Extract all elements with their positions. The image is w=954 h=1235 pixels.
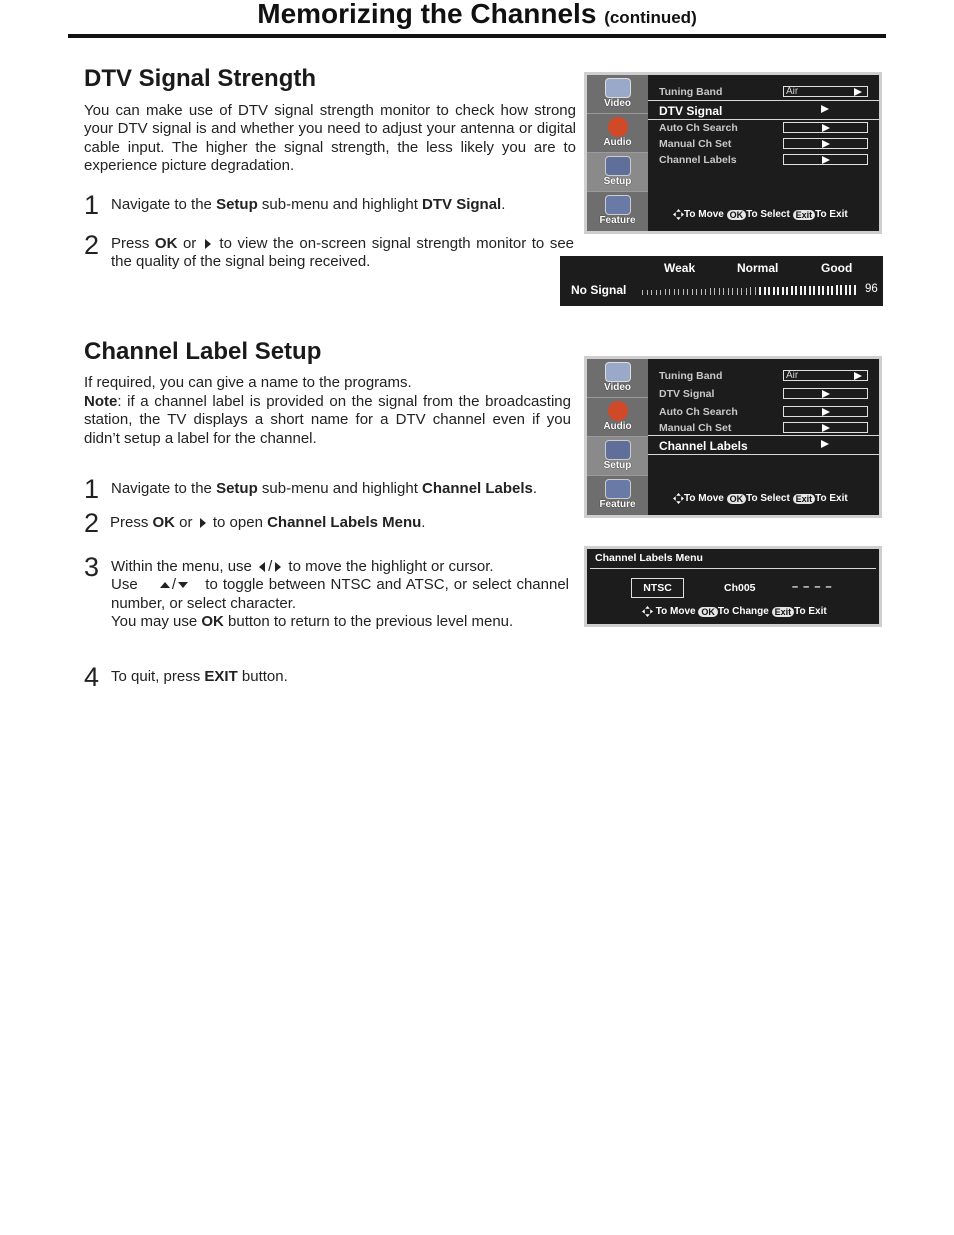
title-rule	[68, 34, 886, 38]
signal-status: No Signal	[571, 283, 627, 297]
text: button to return to the previous level menu.	[223, 612, 514, 630]
ok-key-icon: OK	[698, 607, 718, 617]
signal-tick	[719, 288, 720, 295]
value-box	[783, 406, 868, 417]
dtv-heading: DTV Signal Strength	[84, 65, 317, 92]
menu-row-dtv-signal[interactable]	[648, 386, 879, 402]
value-box	[783, 422, 868, 433]
signal-tick	[831, 286, 833, 295]
text: to open	[208, 514, 268, 531]
signal-tick	[665, 289, 666, 295]
text: Setup	[603, 176, 632, 187]
text: to toggle between NTSC and ATSC, or select channel number, or select character.	[111, 576, 569, 612]
signal-tick	[746, 288, 747, 295]
text: Note	[84, 393, 118, 410]
speaker-icon	[608, 401, 628, 421]
dtv-step1-number: 1	[84, 190, 100, 220]
text: Audio	[603, 421, 632, 432]
text: Channel Labels	[659, 439, 748, 453]
signal-tick	[840, 285, 842, 295]
text: Tuning Band	[659, 86, 723, 98]
value-box	[783, 122, 868, 133]
exit-key-icon: Exit	[793, 210, 816, 220]
right-arrow-icon	[854, 372, 862, 380]
value-box	[783, 138, 868, 149]
signal-label-good: Good	[821, 261, 853, 275]
signal-tick	[701, 289, 702, 295]
right-arrow-icon	[822, 124, 830, 132]
signal-tick	[822, 286, 824, 295]
signal-tick	[782, 287, 784, 295]
text: /	[171, 576, 177, 594]
signal-tick	[827, 286, 829, 295]
text: DTV Signal	[422, 196, 502, 213]
text: OK	[154, 235, 178, 252]
move-arrows-icon	[673, 493, 684, 504]
osd-footer	[673, 493, 879, 504]
clabel-step2-text	[110, 514, 580, 532]
text: button.	[237, 668, 288, 685]
osd-sidebar	[587, 359, 648, 515]
signal-tick	[800, 286, 802, 295]
signal-tick	[683, 289, 684, 295]
text: Channel Labels	[659, 154, 737, 166]
text: Within the menu, use	[111, 558, 252, 575]
page-title	[0, 0, 954, 30]
osd-side-feature[interactable]	[587, 192, 648, 230]
value-box	[783, 439, 868, 450]
clabel-step1-number: 1	[84, 474, 100, 504]
right-arrow-icon	[854, 88, 862, 96]
dtv-step2-number: 2	[84, 230, 100, 260]
signal-tick	[714, 288, 715, 295]
text: Channel Labels Menu	[267, 514, 422, 531]
signal-tick	[750, 287, 751, 295]
osd-main	[648, 359, 879, 515]
page-title-continued: (continued)	[604, 8, 697, 27]
right-arrow-icon	[822, 408, 830, 416]
text: Manual Ch Set	[659, 422, 732, 434]
clm-mode-field[interactable]: NTSC	[631, 578, 684, 598]
right-arrow-icon	[205, 239, 211, 249]
text: or	[177, 235, 197, 252]
text: or	[175, 514, 193, 531]
text: To Select	[746, 209, 790, 221]
text: Press	[111, 235, 155, 252]
dtv-step2-text	[111, 235, 574, 272]
clm-channel[interactable]: Ch005	[724, 582, 756, 594]
signal-tick	[854, 285, 856, 295]
text: To Move	[684, 209, 724, 221]
clabel-step3-number: 3	[84, 552, 100, 582]
text: DTV Signal	[659, 104, 723, 118]
text: OK	[152, 514, 176, 531]
ok-key-icon: OK	[727, 210, 747, 220]
osd-side-audio[interactable]	[587, 114, 648, 152]
dtv-intro: You can make use of DTV signal strength monitor to check how strong your DTV signal is and whether you need to adjust your antenna or digital cable input. The higher the signal strength, the less likely you are to experience picture degradation.	[84, 102, 576, 174]
text: .	[532, 480, 538, 497]
move-arrows-icon	[642, 606, 653, 617]
text: Air	[786, 86, 799, 97]
osd-sidebar	[587, 75, 648, 231]
menu-row-manual-ch-set[interactable]	[648, 136, 879, 152]
text: .	[501, 196, 506, 213]
right-arrow-icon	[822, 424, 830, 432]
signal-tick	[768, 287, 770, 295]
text: OK	[201, 612, 224, 630]
signal-tick	[669, 289, 670, 295]
text: to move the highlight or cursor.	[288, 558, 494, 575]
signal-tick	[773, 287, 775, 295]
menu-row-channel-labels[interactable]	[648, 437, 879, 453]
step3-line1	[111, 558, 569, 576]
signal-tick	[845, 285, 847, 295]
text: /	[268, 558, 273, 575]
signal-tick	[642, 290, 643, 295]
page-title-text: Memorizing the Channels	[257, 0, 597, 29]
osd-side-setup[interactable]	[587, 153, 648, 191]
text: Audio	[603, 137, 632, 148]
signal-tick	[651, 290, 652, 295]
signal-tick	[795, 286, 797, 295]
signal-tick	[809, 286, 811, 295]
signal-ticks	[642, 285, 862, 295]
text: You may use	[111, 612, 202, 630]
signal-tick	[818, 286, 820, 295]
signal-tick	[692, 289, 693, 295]
left-arrow-icon	[259, 562, 265, 572]
text: Use	[111, 576, 138, 594]
clabel-intro: If required, you can give a name to the programs.	[84, 374, 412, 391]
clm-footer	[642, 606, 879, 617]
signal-tick	[674, 289, 675, 295]
step3-line3	[111, 613, 569, 631]
signal-tick	[786, 287, 788, 295]
value-box	[783, 86, 868, 97]
text: .	[421, 514, 426, 531]
text: To Move	[684, 493, 724, 505]
value-box	[783, 104, 868, 115]
clabel-step2-number: 2	[84, 508, 100, 538]
step3-line2	[111, 576, 569, 613]
text: Setup	[216, 196, 258, 213]
text: Channel Labels	[422, 480, 533, 497]
signal-tick	[705, 289, 706, 295]
right-arrow-icon	[275, 562, 281, 572]
osd-side-video[interactable]	[587, 359, 648, 397]
value-box	[783, 370, 868, 381]
signal-tick	[687, 289, 688, 295]
text: sub-menu and highlight	[257, 480, 423, 497]
signal-tick	[737, 288, 738, 295]
osd-side-setup[interactable]	[587, 437, 648, 475]
text: sub-menu and highlight	[257, 196, 423, 213]
text: Air	[786, 370, 799, 381]
text: : if a channel label is provided on the signal from the broadcasting station, the TV displays a short name for a DTV channel even if you didn’t setup a label for the channel.	[84, 393, 571, 447]
signal-label-normal: Normal	[737, 261, 779, 275]
signal-tick	[723, 288, 724, 295]
menu-row-channel-labels[interactable]	[648, 152, 879, 168]
osd-side-feature[interactable]	[587, 476, 648, 514]
signal-strength-monitor	[560, 256, 883, 306]
channel-labels-menu	[584, 546, 882, 627]
signal-tick	[764, 287, 766, 295]
osd-side-video[interactable]	[587, 75, 648, 113]
text: To Exit	[794, 606, 827, 618]
right-arrow-icon	[821, 440, 829, 448]
value-box	[783, 154, 868, 165]
value-box	[783, 388, 868, 399]
clm-chars[interactable]: – – – –	[792, 581, 833, 593]
right-arrow-icon	[822, 140, 830, 148]
text: To Exit	[815, 493, 848, 505]
speaker-icon	[608, 117, 628, 137]
osd-menu-dtv-signal	[584, 72, 882, 234]
signal-tick	[755, 287, 756, 295]
text: DTV Signal	[659, 388, 715, 400]
ok-key-icon: OK	[727, 494, 747, 504]
signal-tick	[728, 288, 729, 295]
text: Navigate to the	[111, 196, 217, 213]
clabel-step1-text	[111, 480, 581, 498]
text: To Change	[717, 606, 769, 618]
text: Feature	[599, 499, 636, 510]
menu-row-tuning-band[interactable]	[648, 368, 879, 384]
up-arrow-icon	[160, 582, 170, 588]
move-arrows-icon	[673, 209, 684, 220]
signal-value: 96	[865, 283, 878, 295]
text: Video	[603, 98, 632, 109]
text: EXIT	[204, 668, 238, 685]
feature-icon	[605, 195, 631, 215]
signal-tick	[696, 289, 697, 295]
menu-row-tuning-band[interactable]	[648, 84, 879, 100]
text: Navigate to the	[111, 480, 217, 497]
right-arrow-icon	[821, 105, 829, 113]
feature-icon	[605, 479, 631, 499]
exit-key-icon: Exit	[772, 607, 795, 617]
text: To Move	[655, 606, 696, 618]
text: To Select	[746, 493, 790, 505]
clm-title: Channel Labels Menu	[595, 552, 703, 564]
text: Press	[110, 514, 153, 531]
exit-key-icon: Exit	[793, 494, 816, 504]
right-arrow-icon	[200, 518, 206, 528]
setup-icon	[605, 156, 631, 176]
signal-tick	[732, 288, 733, 295]
menu-row-auto-ch-search[interactable]	[648, 120, 879, 136]
text: To quit, press	[111, 668, 205, 685]
signal-tick	[849, 285, 851, 295]
clabel-note	[84, 393, 571, 448]
text: to view the on-screen signal strength monitor to see the quality of the signal being received.	[111, 235, 574, 271]
menu-row-manual-ch-set[interactable]	[648, 420, 879, 436]
signal-tick	[741, 288, 742, 295]
text: Auto Ch Search	[659, 122, 738, 134]
signal-tick	[791, 286, 793, 295]
signal-tick	[656, 290, 657, 295]
osd-side-audio[interactable]	[587, 398, 648, 436]
signal-tick	[777, 287, 779, 295]
text: Setup	[216, 480, 258, 497]
menu-row-auto-ch-search[interactable]	[648, 404, 879, 420]
signal-tick	[836, 285, 838, 295]
signal-tick	[804, 286, 806, 295]
signal-tick	[678, 289, 679, 295]
down-arrow-icon	[178, 582, 188, 588]
signal-tick	[759, 287, 761, 295]
clabel-step4-text	[111, 668, 581, 686]
signal-tick	[813, 286, 815, 295]
signal-tick	[660, 290, 661, 295]
clabel-step3-text	[111, 558, 569, 631]
text: Manual Ch Set	[659, 138, 732, 150]
right-arrow-icon	[822, 390, 830, 398]
text: Feature	[599, 215, 636, 226]
video-icon	[605, 78, 631, 98]
text: Tuning Band	[659, 370, 723, 382]
text: Setup	[603, 460, 632, 471]
signal-tick	[710, 288, 711, 295]
video-icon	[605, 362, 631, 382]
dtv-step1-text	[111, 196, 581, 214]
osd-menu-channel-labels	[584, 356, 882, 518]
osd-footer	[673, 209, 879, 220]
signal-tick	[647, 290, 648, 295]
text: To Exit	[815, 209, 848, 221]
clabel-step4-number: 4	[84, 662, 100, 692]
divider	[590, 568, 876, 569]
signal-label-weak: Weak	[664, 261, 696, 275]
right-arrow-icon	[822, 156, 830, 164]
text: Video	[603, 382, 632, 393]
osd-main	[648, 75, 879, 231]
setup-icon	[605, 440, 631, 460]
text: Auto Ch Search	[659, 406, 738, 418]
menu-row-dtv-signal[interactable]	[648, 102, 879, 118]
clabel-heading: Channel Label Setup	[84, 338, 322, 365]
